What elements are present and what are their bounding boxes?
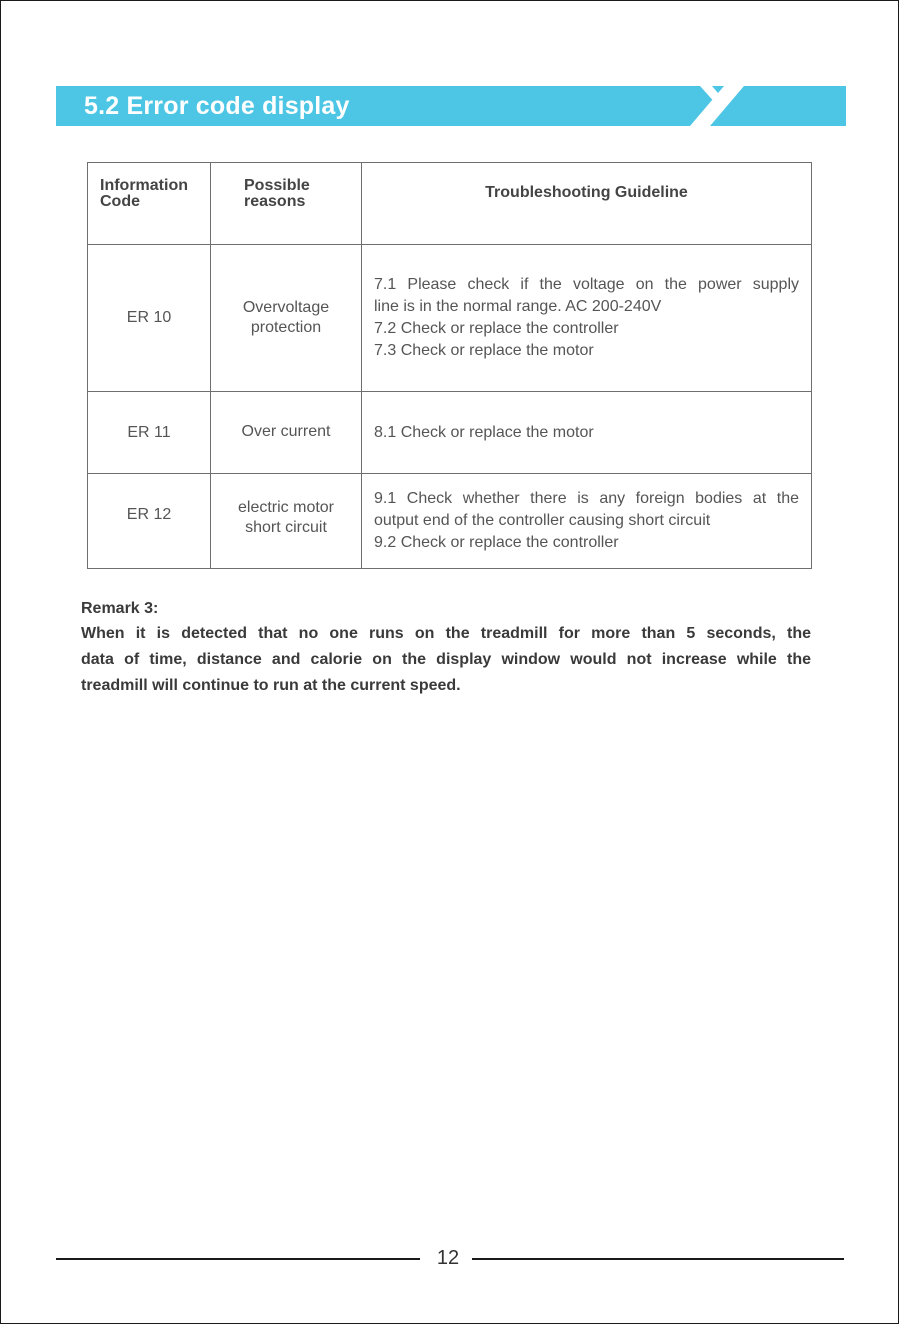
error-code-cell: ER 12 bbox=[88, 474, 211, 569]
remark-line: treadmill will continue to run at the current speed. bbox=[81, 677, 461, 694]
remark-title: Remark 3: bbox=[81, 600, 159, 617]
guideline-cell bbox=[362, 474, 812, 569]
guideline-line: 7.3 Check or replace the motor bbox=[374, 342, 594, 359]
guideline-cell bbox=[362, 392, 812, 474]
reason-cell bbox=[211, 474, 362, 569]
header-possible-reasons bbox=[211, 163, 362, 245]
reason-cell bbox=[211, 245, 362, 392]
reason-line: electric motor bbox=[237, 499, 335, 516]
guideline-line: output end of the controller causing short circuit bbox=[374, 512, 711, 529]
footer-rule-left bbox=[56, 1258, 420, 1260]
table-row bbox=[88, 245, 812, 392]
section-title: 5.2 Error code display bbox=[84, 92, 350, 120]
header-code-line-1: Information bbox=[100, 177, 188, 194]
remark-body bbox=[81, 621, 811, 699]
guideline-line: line is in the normal range. AC 200-240V bbox=[374, 298, 662, 315]
error-code-cell: ER 11 bbox=[88, 392, 211, 474]
reason-line: Over current bbox=[241, 423, 331, 440]
error-code-cell: ER 10 bbox=[88, 245, 211, 392]
guideline-line: 7.2 Check or replace the controller bbox=[374, 320, 619, 337]
section-banner bbox=[56, 86, 846, 126]
header-information-code bbox=[88, 163, 211, 245]
table-header-row bbox=[88, 163, 812, 245]
remark-block bbox=[81, 597, 811, 699]
error-code-table bbox=[87, 162, 812, 569]
reason-line: Overvoltage bbox=[242, 299, 330, 316]
guideline-line: 9.2 Check or replace the controller bbox=[374, 534, 619, 551]
remark-line: data of time, distance and calorie on the display window would not increase while the bbox=[81, 651, 811, 668]
reason-line: protection bbox=[250, 319, 322, 336]
header-reasons-line-2: reasons bbox=[244, 193, 306, 210]
guideline-line: 7.1 Please check if the voltage on the power supply bbox=[374, 276, 799, 293]
page-number: 12 bbox=[436, 1247, 460, 1269]
reason-line: short circuit bbox=[245, 519, 327, 536]
table-row bbox=[88, 392, 812, 474]
header-reasons-line-1: Possible bbox=[244, 177, 310, 194]
guideline-line: 9.1 Check whether there is any foreign bodies at the bbox=[374, 490, 799, 507]
guideline-line: 8.1 Check or replace the motor bbox=[374, 423, 594, 441]
guideline-cell bbox=[362, 245, 812, 392]
footer-rule-right bbox=[472, 1258, 844, 1260]
header-troubleshooting: Troubleshooting Guideline bbox=[362, 163, 812, 245]
table-row bbox=[88, 474, 812, 569]
reason-cell bbox=[211, 392, 362, 474]
remark-line: When it is detected that no one runs on the treadmill for more than 5 seconds, the bbox=[81, 625, 811, 642]
header-code-line-2: Code bbox=[100, 193, 140, 210]
